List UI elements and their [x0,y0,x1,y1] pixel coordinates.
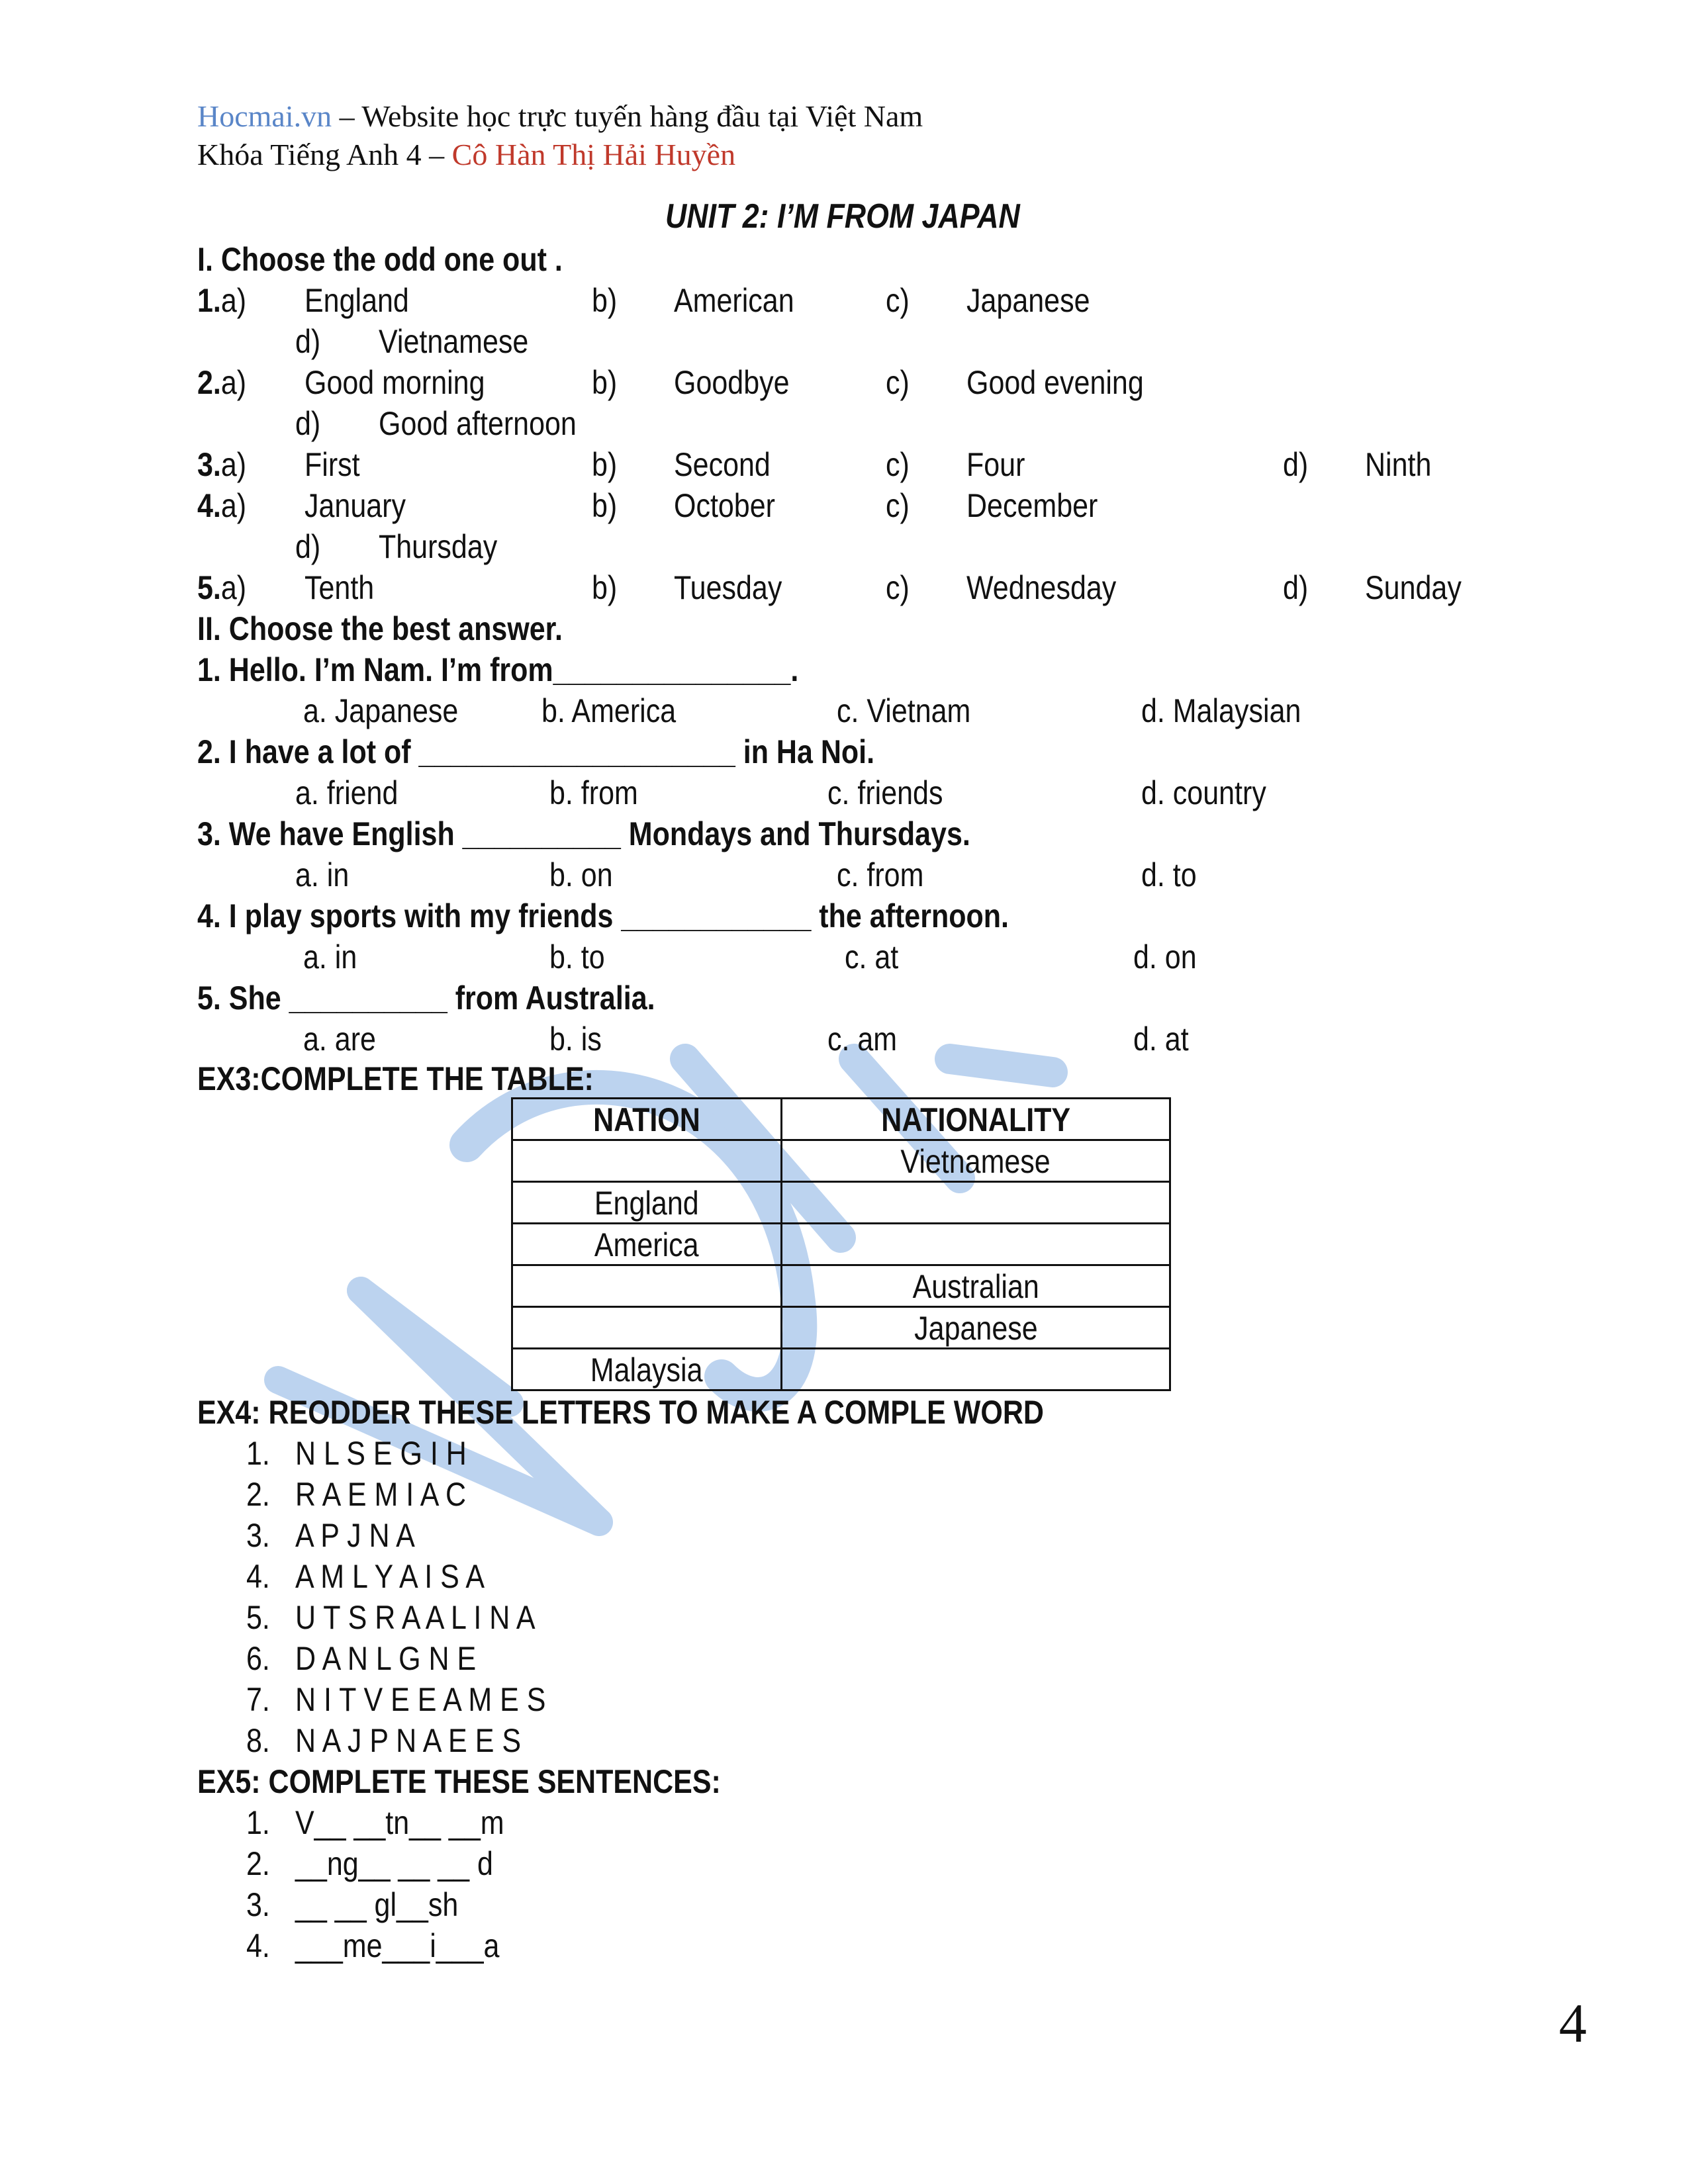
ex2-q1-c: c. Vietnam [837,692,971,729]
ex2-q5-d: d. at [1133,1021,1189,1058]
table-cell-nationality [782,1349,1170,1390]
ex5-item-text: __ __ gl__sh [295,1886,459,1923]
ex1-q2-b: Goodbye [674,364,790,401]
ex2-q1-d: d. Malaysian [1141,692,1301,729]
table-row [512,1349,1170,1390]
ex1-q5-label: 5.a) [197,569,247,606]
ex1-q2-c: Good evening [966,364,1144,401]
ex2-q2-c: c. friends [827,774,943,811]
ex1-q1-b: American [674,282,794,319]
ex1-q5-b-label: b) [592,569,618,606]
ex2-q4-c: c. at [845,938,899,976]
ex4-item-letters: U T S R A A L I N A [295,1599,536,1636]
ex1-q4-b-label: b) [592,487,618,524]
ex1-heading: I. Choose the odd one out . [197,241,563,278]
ex1-q4-d: Thursday [379,528,498,565]
table-row [512,1140,1170,1182]
table-row [512,1224,1170,1265]
ex1-q2-b-label: b) [592,364,618,401]
table-header-nationality: NATIONALITY [782,1099,1170,1140]
ex1-q3-c: Four [966,446,1025,483]
ex1-q1-b-label: b) [592,282,618,319]
ex2-q3-stem: 3. We have English __________ Mondays and Thursdays. [197,815,970,852]
table-cell-nationality: Japanese [782,1307,1170,1349]
ex2-q3-a: a. in [295,856,350,893]
ex1-q1-label: 1.a) [197,282,247,319]
ex2-q2-b: b. from [549,774,638,811]
table-cell-nation [512,1307,782,1349]
ex1-q1-d-label: d) [295,323,321,360]
table-cell-nation [512,1265,782,1307]
ex4-item-letters: A M L Y A I S A [295,1558,485,1595]
ex4-heading: EX4: REODDER THESE LETTERS TO MAKE A COMPLE WORD [197,1394,1044,1431]
ex1-q1-a: England [305,282,409,319]
ex4-item-num: 4. [246,1558,270,1595]
ex2-q1-a: a. Japanese [303,692,459,729]
page-number: 4 [1559,1993,1587,2054]
course-name: Khóa Tiếng Anh 4 – [197,138,452,171]
ex1-q3-b-label: b) [592,446,618,483]
ex5-item-text: ___me___i___a [295,1927,500,1964]
ex4-item-num: 2. [246,1476,270,1513]
ex4-item-num: 8. [246,1722,270,1759]
ex4-item-num: 6. [246,1640,270,1677]
site-header-line [197,98,923,135]
table-cell-nation: Malaysia [512,1349,782,1390]
table-header-nation: NATION [512,1099,782,1140]
ex5-heading: EX5: COMPLETE THESE SENTENCES: [197,1763,721,1800]
ex2-q2-stem: 2. I have a lot of ____________________ in Ha Noi. [197,733,875,770]
ex4-item-num: 5. [246,1599,270,1636]
ex2-q3-c: c. from [837,856,924,893]
ex1-q5-c-label: c) [886,569,910,606]
ex1-q2-d: Good afternoon [379,405,577,442]
ex1-q1-c: Japanese [966,282,1090,319]
ex2-q3-d: d. to [1141,856,1197,893]
ex4-item-letters: N A J P N A E E S [295,1722,522,1759]
table-row [512,1307,1170,1349]
ex5-item-num: 3. [246,1886,270,1923]
ex2-q4-b: b. to [549,938,605,976]
teacher-name: Cô Hàn Thị Hải Huyền [451,138,736,171]
ex1-q3-d: Ninth [1365,446,1432,483]
table-row [512,1182,1170,1224]
nationality-table [511,1097,1171,1391]
ex5-item-text: V__ __tn__ __m [295,1804,504,1841]
table-header-row [512,1099,1170,1140]
table-cell-nation: England [512,1182,782,1224]
course-header-line [197,136,735,173]
table-cell-nationality [782,1182,1170,1224]
ex1-q5-c: Wednesday [966,569,1117,606]
ex4-item-letters: D A N L G N E [295,1640,477,1677]
unit-title: UNIT 2: I’M FROM JAPAN [665,197,1020,236]
ex4-item-letters: A P J N A [295,1517,415,1554]
ex2-q5-c: c. am [827,1021,898,1058]
ex1-q5-a: Tenth [305,569,375,606]
ex2-q4-a: a. in [303,938,357,976]
ex1-q3-d-label: d) [1283,446,1309,483]
ex5-item-text: __ng__ __ __ d [295,1845,493,1882]
ex4-item-letters: R A E M I A C [295,1476,467,1513]
ex1-q3-b: Second [674,446,771,483]
ex1-q4-a: January [305,487,406,524]
ex1-q4-d-label: d) [295,528,321,565]
ex1-q5-d-label: d) [1283,569,1309,606]
ex2-q1-b: b. America [541,692,677,729]
ex1-q2-d-label: d) [295,405,321,442]
ex1-q4-c: December [966,487,1098,524]
ex5-item-num: 2. [246,1845,270,1882]
ex5-item-num: 1. [246,1804,270,1841]
table-cell-nationality: Australian [782,1265,1170,1307]
ex2-q2-d: d. country [1141,774,1266,811]
ex4-item-letters: N I T V E E A M E S [295,1681,546,1718]
ex2-q5-b: b. is [549,1021,602,1058]
ex2-q1-stem: 1. Hello. I’m Nam. I’m from_______________. [197,651,799,688]
ex4-item-num: 1. [246,1435,270,1472]
ex1-q5-b: Tuesday [674,569,782,606]
ex2-q3-b: b. on [549,856,613,893]
ex1-q4-c-label: c) [886,487,910,524]
ex4-item-num: 3. [246,1517,270,1554]
ex1-q5-d: Sunday [1365,569,1462,606]
ex1-q2-a: Good morning [305,364,485,401]
ex2-q2-a: a. friend [295,774,399,811]
ex2-q4-d: d. on [1133,938,1197,976]
ex1-q3-a: First [305,446,360,483]
ex4-item-num: 7. [246,1681,270,1718]
ex1-q2-label: 2.a) [197,364,247,401]
ex2-heading: II. Choose the best answer. [197,610,563,647]
ex1-q3-c-label: c) [886,446,910,483]
table-cell-nation [512,1140,782,1182]
ex3-heading: EX3:COMPLETE THE TABLE: [197,1060,594,1097]
ex2-q5-stem: 5. She __________ from Australia. [197,979,655,1017]
ex2-q4-stem: 4. I play sports with my friends ____________ the afternoon. [197,897,1009,934]
site-tagline: – Website học trực tuyến hàng đầu tại Việt Nam [332,99,923,133]
ex4-item-letters: N L S E G I H [295,1435,467,1472]
ex1-q4-b: October [674,487,775,524]
table-cell-nation: America [512,1224,782,1265]
ex5-item-num: 4. [246,1927,270,1964]
ex1-q2-c-label: c) [886,364,910,401]
ex1-q1-d: Vietnamese [379,323,529,360]
ex1-q3-label: 3.a) [197,446,247,483]
table-cell-nationality [782,1224,1170,1265]
ex2-q5-a: a. are [303,1021,376,1058]
table-cell-nationality: Vietnamese [782,1140,1170,1182]
table-row [512,1265,1170,1307]
ex1-q1-c-label: c) [886,282,910,319]
site-name: Hocmai.vn [197,99,332,133]
ex1-q4-label: 4.a) [197,487,247,524]
